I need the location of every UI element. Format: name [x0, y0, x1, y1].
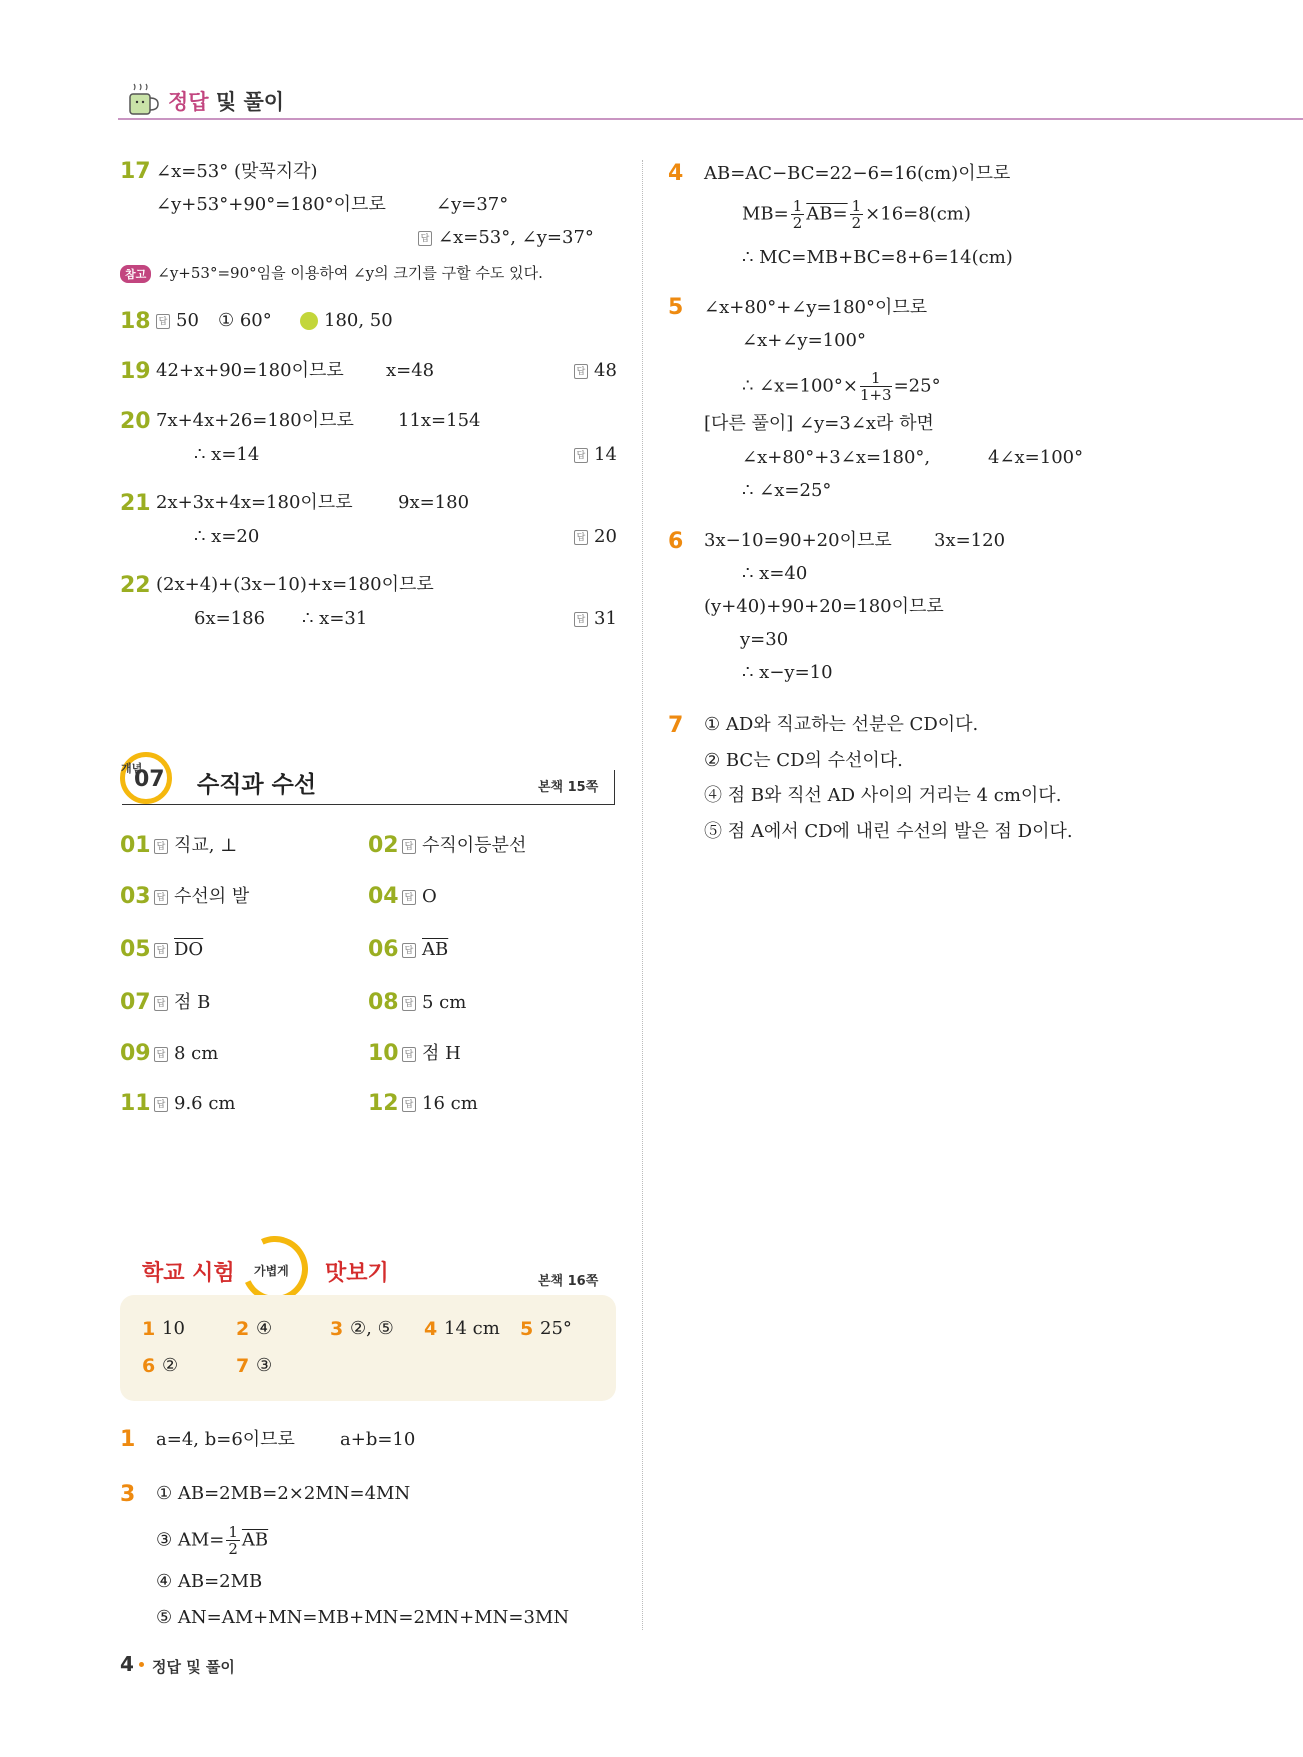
grid-answer	[402, 991, 466, 1015]
solution-line: ∠x+80°+3∠x=180°,	[742, 447, 931, 468]
grid-answer	[154, 1092, 236, 1116]
tip-note	[120, 262, 543, 283]
solution-line	[156, 1524, 268, 1557]
answer	[574, 607, 617, 631]
problem-number: 6	[668, 529, 684, 554]
solution-line: ④ AB=2MB	[156, 1571, 263, 1592]
grid-answer	[402, 1092, 478, 1116]
header-title-1: 정답	[168, 90, 209, 114]
solution-line	[742, 370, 941, 403]
math-text: MB=	[742, 203, 789, 225]
solution-line: 9x=180	[398, 492, 470, 513]
solution-line: 7x+4x+26=180이므로	[156, 410, 354, 431]
unit-number: 07	[134, 767, 165, 792]
math-text: $\overline{AB}$	[241, 1529, 269, 1551]
solution-line: (2x+4)+(3x−10)+x=180이므로	[156, 574, 434, 595]
fraction-denominator: 2	[228, 1540, 238, 1558]
answer-text: 50	[176, 310, 199, 331]
answer-icon: 답	[402, 996, 416, 1011]
fraction	[860, 370, 892, 403]
footer-dot	[139, 1662, 144, 1667]
fraction-denominator: 2	[792, 214, 803, 232]
problem-number: 4	[668, 161, 684, 186]
quick-answer-number: 4	[424, 1318, 438, 1340]
unit-label: 개념	[121, 762, 143, 775]
grid-number: 01	[120, 833, 151, 858]
fraction-numerator: 1	[860, 370, 892, 387]
math-text: ×16=8(cm)	[865, 203, 971, 225]
solution-line: ∠x+80°+∠y=180°이므로	[704, 297, 928, 318]
answer-text: $\overline{DO}$	[174, 939, 204, 960]
solution-line: ⑤ 점 A에서 CD에 내린 수선의 발은 점 D이다.	[704, 821, 1073, 842]
header-title	[168, 86, 284, 116]
footer-page-number: 4	[120, 1652, 134, 1676]
quick-answer-value: ④	[256, 1318, 273, 1339]
answer-icon: 답	[154, 1047, 168, 1062]
column-divider	[642, 160, 643, 1630]
solution-line: ④ 점 B와 직선 AD 사이의 거리는 4 cm이다.	[704, 785, 1062, 806]
answer-text: 20	[594, 526, 617, 547]
unit-reference: 본책 15쪽	[538, 780, 599, 795]
header-title-2: 및	[215, 90, 237, 114]
unit-underline	[122, 804, 614, 805]
solution-line: [다른 풀이] ∠y=3∠x라 하면	[704, 413, 934, 434]
quick-answer-number: 2	[236, 1318, 250, 1340]
quick-answer-number: 6	[142, 1355, 156, 1377]
answer-text: 수직이등분선	[422, 835, 527, 856]
answer-text: ∠x=53°, ∠y=37°	[438, 227, 594, 248]
math-text: ③ AM=	[156, 1529, 225, 1551]
answer-text: 16 cm	[422, 1093, 478, 1114]
answer-icon: 답	[574, 612, 588, 627]
solution-line: ∴ MC=MB+BC=8+6=14(cm)	[742, 247, 1013, 268]
answer-text: 점 H	[422, 1043, 461, 1064]
problem-number: 21	[120, 491, 151, 516]
test-title-2: 가볍게	[254, 1264, 289, 1278]
header-divider	[118, 118, 1303, 120]
solution-line: ∴ x=20	[194, 526, 260, 547]
grid-answer	[154, 991, 210, 1015]
quick-answer-number: 1	[142, 1318, 156, 1340]
math-text: =25°	[893, 375, 941, 397]
answer-text: O	[422, 886, 437, 907]
answer	[418, 226, 594, 250]
solution-line: (y+40)+90+20=180이므로	[704, 596, 944, 617]
answer-icon: 답	[402, 839, 416, 854]
answer-text: 9.6 cm	[174, 1093, 236, 1114]
math-text: AB=	[806, 203, 848, 225]
solution-line: ∴ x=14	[194, 444, 260, 465]
solution-line: x=48	[386, 360, 435, 381]
problem-number: 18	[120, 309, 151, 334]
check-icon	[300, 312, 318, 330]
grid-number: 03	[120, 884, 151, 909]
fraction-denominator: 2	[851, 214, 862, 232]
answer	[574, 525, 617, 549]
solution-line: AB=AC−BC=22−6=16(cm)이므로	[704, 163, 1011, 184]
quick-answer-value: ②, ⑤	[350, 1318, 394, 1339]
grid-number: 08	[368, 990, 399, 1015]
grid-number: 09	[120, 1041, 151, 1066]
quick-answer-number: 7	[236, 1355, 250, 1377]
solution-line: 6x=186	[194, 608, 266, 629]
answer-text: 점 B	[174, 992, 211, 1013]
answer-text: 8 cm	[174, 1043, 219, 1064]
grid-answer	[154, 834, 237, 858]
solution-line: a+b=10	[340, 1429, 416, 1450]
answer-text: 직교, ⊥	[174, 835, 238, 856]
grid-number: 12	[368, 1091, 399, 1116]
grid-number: 10	[368, 1041, 399, 1066]
answer-icon: 답	[154, 943, 168, 958]
solution-line: 4∠x=100°	[988, 447, 1084, 468]
answer-text: 48	[594, 360, 617, 381]
grid-answer	[154, 938, 203, 962]
solution-line: ① AB=2MB=2×2MN=4MN	[156, 1483, 411, 1504]
quick-answer-number: 3	[330, 1318, 344, 1340]
grid-number: 05	[120, 937, 151, 962]
solution-line: 3x−10=90+20이므로	[704, 530, 892, 551]
solution-line: ∴ x=31	[302, 608, 368, 629]
solution-line: ∠x+∠y=100°	[742, 330, 867, 351]
grid-number: 07	[120, 990, 151, 1015]
quick-answer-value: 25°	[540, 1318, 572, 1339]
answer	[574, 359, 617, 383]
header-title-3: 풀이	[243, 90, 285, 114]
solution-line	[742, 198, 971, 231]
answer-text: 14	[594, 444, 617, 465]
fraction-numerator: 1	[228, 1523, 238, 1541]
grid-answer	[402, 885, 437, 909]
problem-number: 19	[120, 359, 151, 384]
tip-text: ∠y+53°=90°임을 이용하여 ∠y의 크기를 구할 수도 있다.	[157, 264, 543, 282]
fraction-denominator: 1+3	[859, 386, 892, 404]
fraction-numerator: 1	[792, 197, 803, 215]
answer-text: $\overline{AB}$	[422, 939, 449, 960]
test-reference: 본책 16쪽	[538, 1274, 599, 1289]
solution-line: 11x=154	[398, 410, 481, 431]
solution-line: ∴ x−y=10	[742, 662, 833, 683]
answer-icon: 답	[154, 839, 168, 854]
solution-line: a=4, b=6이므로	[156, 1429, 295, 1450]
answer-icon: 답	[402, 943, 416, 958]
solution-line: ∠y=37°	[436, 194, 509, 215]
grid-answer	[402, 938, 448, 962]
grid-number: 02	[368, 833, 399, 858]
grid-number: 04	[368, 884, 399, 909]
footer-text: 정답 및 풀이	[152, 1658, 235, 1676]
answer-text: ① 60°	[218, 310, 272, 331]
grid-answer	[154, 885, 249, 909]
solution-line: ∠x=53° (맞꼭지각)	[156, 161, 318, 182]
solution-line: 3x=120	[934, 530, 1006, 551]
answer-icon: 답	[154, 1097, 168, 1112]
problem-number: 7	[668, 713, 684, 738]
problem-number: 17	[120, 159, 151, 184]
answer-icon: 답	[402, 1097, 416, 1112]
answer	[574, 443, 617, 467]
solution-line: ∠y+53°+90°=180°이므로	[156, 194, 386, 215]
math-text: ∴ ∠x=100°×	[742, 375, 858, 397]
answer-icon: 답	[402, 890, 416, 905]
quick-answer-number: 5	[520, 1318, 534, 1340]
solution-line: y=30	[740, 629, 789, 650]
solution-line: ⑤ AN=AM+MN=MB+MN=2MN+MN=3MN	[156, 1607, 570, 1628]
answer-icon: 답	[154, 996, 168, 1011]
problem-number: 1	[120, 1427, 136, 1452]
grid-answer	[154, 1042, 218, 1066]
solution-line: 2x+3x+4x=180이므로	[156, 492, 353, 513]
problem-number: 22	[120, 573, 151, 598]
answer-text: 180, 50	[324, 310, 393, 331]
header-mug-icon	[124, 80, 152, 114]
solution-line: ∴ ∠x=25°	[742, 480, 832, 501]
fraction	[226, 1524, 240, 1557]
answer-text: 5 cm	[422, 992, 467, 1013]
answer-icon: 답	[418, 231, 432, 246]
answer-text: 수선의 발	[174, 886, 250, 907]
answer-icon: 답	[154, 890, 168, 905]
problem-number: 5	[668, 295, 684, 320]
solution-line: ② BC는 CD의 수선이다.	[704, 750, 903, 771]
test-title-3: 맛보기	[325, 1261, 389, 1286]
quick-answer-box	[120, 1295, 616, 1401]
solution-line: ∴ x=40	[742, 563, 808, 584]
answer-icon: 답	[574, 364, 588, 379]
grid-answer	[402, 834, 526, 858]
quick-answer-value: 10	[162, 1318, 185, 1339]
unit-corner	[614, 770, 615, 805]
fraction-numerator: 1	[851, 197, 862, 215]
answer-icon: 답	[402, 1047, 416, 1062]
grid-number: 11	[120, 1091, 151, 1116]
answer-icon: 답	[156, 314, 170, 329]
quick-answer-value: 14 cm	[444, 1318, 500, 1339]
answer-text: 31	[594, 608, 617, 629]
unit-title: 수직과 수선	[197, 772, 317, 798]
quick-answer-value: ③	[256, 1355, 273, 1376]
fraction	[791, 198, 805, 231]
answer	[156, 309, 199, 333]
solution-line: 42+x+90=180이므로	[156, 360, 344, 381]
quick-answer-value: ②	[162, 1355, 179, 1376]
solution-line: ① AD와 직교하는 선분은 CD이다.	[704, 714, 979, 735]
problem-number: 3	[120, 1482, 136, 1507]
grid-answer	[402, 1042, 461, 1066]
answer-icon: 답	[574, 530, 588, 545]
grid-number: 06	[368, 937, 399, 962]
test-title-1: 학교 시험	[142, 1261, 235, 1286]
fraction	[850, 198, 864, 231]
answer-icon: 답	[574, 448, 588, 463]
tip-icon: 참고	[120, 265, 151, 283]
problem-number: 20	[120, 409, 151, 434]
